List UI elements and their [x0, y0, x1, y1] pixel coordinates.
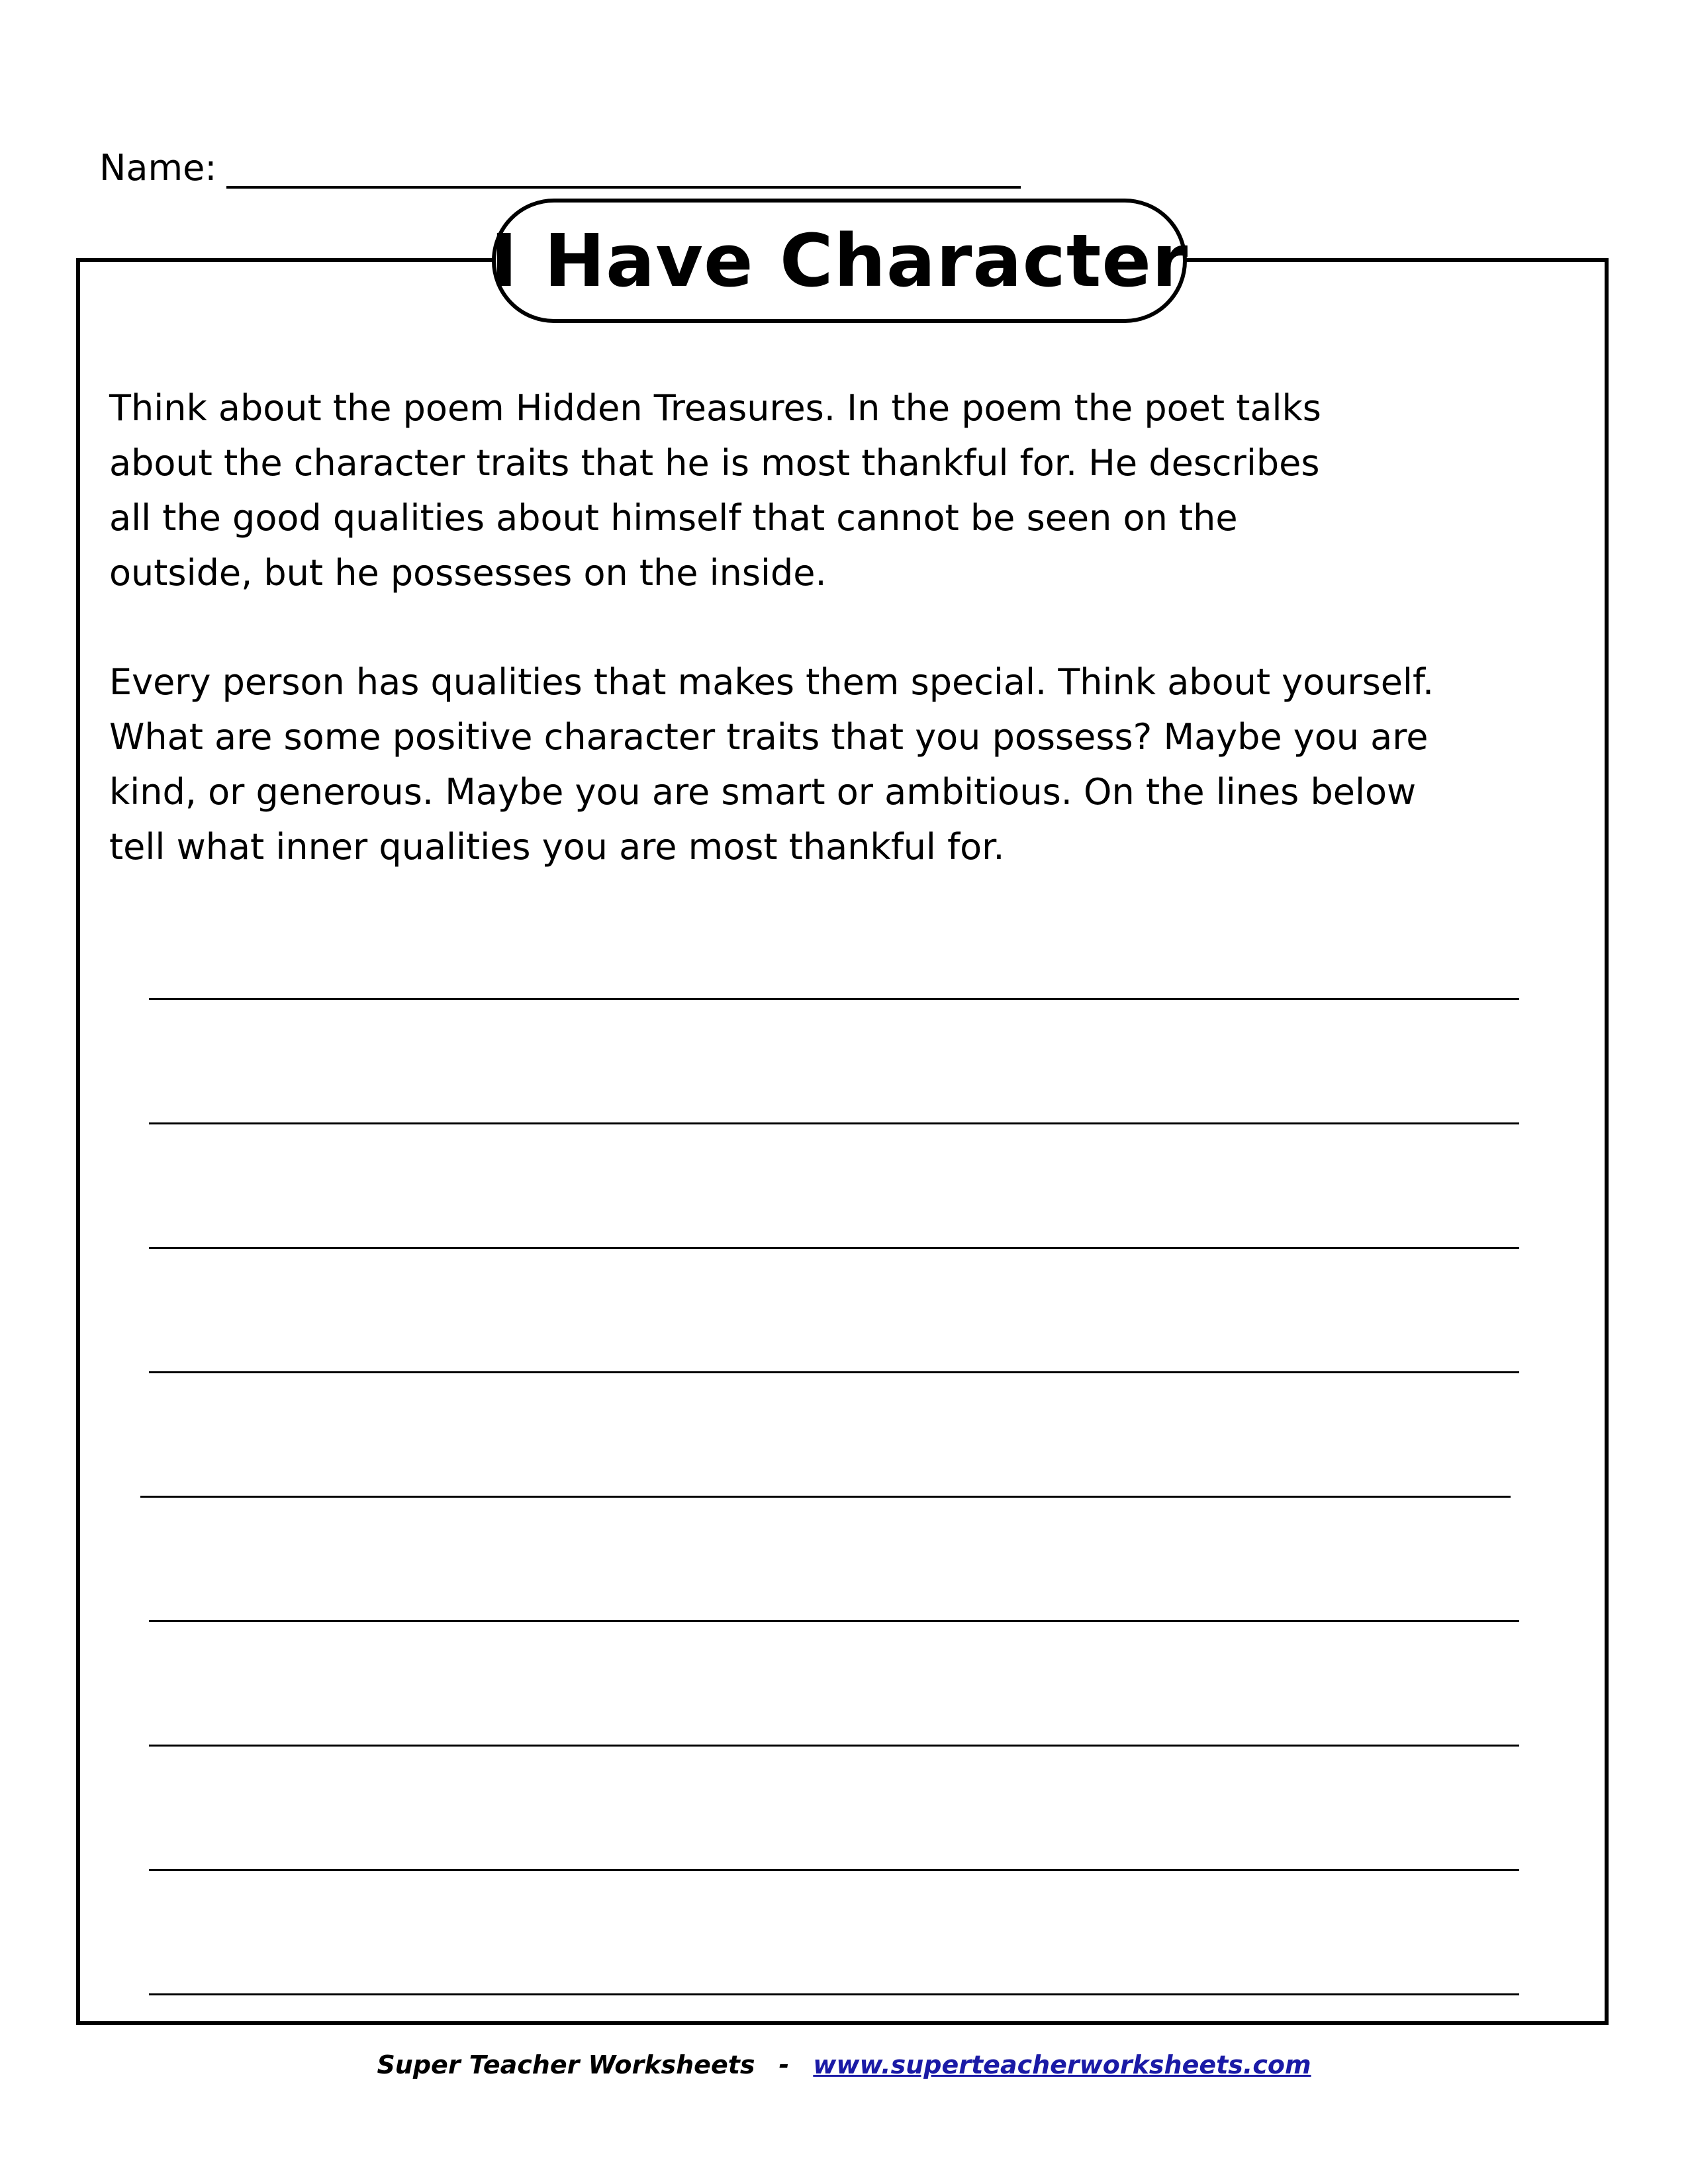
answer-line-5[interactable]: [140, 1496, 1511, 1498]
name-input-line[interactable]: [226, 152, 1021, 189]
answer-line-4[interactable]: [149, 1371, 1519, 1373]
page-title: I Have Character: [490, 218, 1189, 303]
footer-separator: -: [778, 2050, 790, 2079]
paragraph-line: about the character traits that he is most thankful for. He describes: [109, 442, 1320, 484]
paragraph-line: all the good qualities about himself that cannot be seen on the: [109, 497, 1238, 539]
page-footer: [0, 2050, 1688, 2079]
paragraph-line: tell what inner qualities you are most thankful for.: [109, 826, 1005, 868]
footer-link[interactable]: www.superteacherworksheets.com: [813, 2050, 1311, 2079]
answer-line-2[interactable]: [149, 1122, 1519, 1124]
prompt-paragraph: [109, 655, 1433, 874]
paragraph-line: Every person has qualities that makes them special. Think about yourself.: [109, 661, 1434, 703]
name-label: Name:: [99, 147, 217, 189]
paragraph-line: kind, or generous. Maybe you are smart or ambitious. On the lines below: [109, 771, 1417, 813]
answer-line-3[interactable]: [149, 1247, 1519, 1249]
paragraph-line: What are some positive character traits that you possess? Maybe you are: [109, 716, 1429, 758]
paragraph-line: outside, but he possesses on the inside.: [109, 552, 827, 594]
answer-line-9[interactable]: [149, 1993, 1519, 1995]
answer-line-1[interactable]: [149, 998, 1519, 1000]
name-field-row: [99, 142, 1021, 189]
answer-line-7[interactable]: [149, 1745, 1519, 1747]
answer-line-8[interactable]: [149, 1869, 1519, 1871]
title-banner: [492, 199, 1187, 323]
paragraph-line: Think about the poem Hidden Treasures. In the poem the poet talks: [109, 387, 1321, 429]
intro-paragraph: [109, 381, 1433, 600]
answer-line-6[interactable]: [149, 1620, 1519, 1622]
footer-brand: Super Teacher Worksheets: [377, 2050, 755, 2079]
